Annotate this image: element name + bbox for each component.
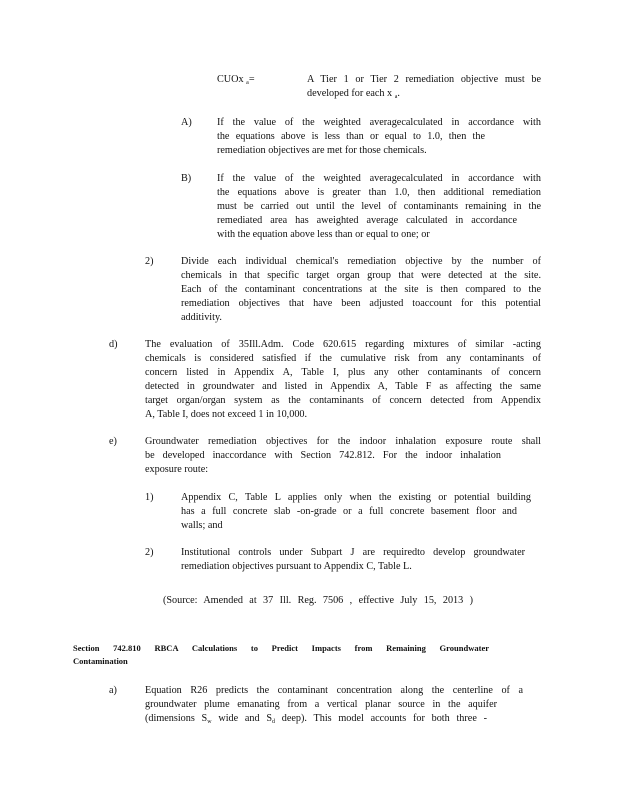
cuox-definition: A Tier 1 or Tier 2 remediation objective must be developed for each x $_a$. xyxy=(307,74,541,100)
section-heading: Section 742.810 RBCA Calculations to Predict Impacts from Remaining Groundwater Contamination xyxy=(73,643,489,666)
item-e2-text: Institutional controls under Subpart J are requiredto develop groundwater remediation objectives pursuant to Appendix C, Table L. xyxy=(181,547,525,572)
item-a2-text: Equation R26 predicts the contaminant concentration along the centerline of a groundwater plume emanating from a vertical planar source in the aquifer (dimensions $S_w$ wide and $S_d$ deep). This model accounts for both three - xyxy=(145,685,523,725)
item-e1-text: Appendix C, Table L applies only when the existing or potential building has a full concrete slab -on-grade or a full concrete basement floor and walls; and xyxy=(181,492,531,531)
item-d-label: d) xyxy=(109,339,118,350)
item-e-text: Groundwater remediation objectives for the indoor inhalation exposure route shall be developed inaccordance with Section 742.812. For the indoor inhalation exposure route: xyxy=(145,436,541,475)
source-note: (Source: Amended at 37 Ill. Reg. 7506 , effective July 15, 2013 ) xyxy=(163,595,473,606)
item-2-label: 2) xyxy=(145,256,154,267)
item-e1-label: 1) xyxy=(145,492,154,503)
item-d-text: The evaluation of 35Ill.Adm. Code 620.615 regarding mixtures of similar -acting chemicals is considered satisfied if the cumulative risk from any contaminants of concern listed in Appendix A, Table I, plus any other contaminants of concern detected in groundwater and listed in Appendix A, Table F as affecting the same target organ/organ system as the contaminants of concern detected from Appendix A, Table I, does not exceed 1 in 10,000. xyxy=(145,339,541,420)
cuox-term: CUOx $_a$= xyxy=(217,74,255,86)
item-a-label: A) xyxy=(181,117,192,128)
item-e2-label: 2) xyxy=(145,547,154,558)
item-e-label: e) xyxy=(109,436,117,447)
item-2-text: Divide each individual chemical's remediation objective by the number of chemicals in that specific target organ group that were detected at the site. Each of the contaminant concentrations at the site is then compared to the remediation objectives that have been adjusted toaccount for this potential additivity. xyxy=(181,256,541,323)
item-a2-label: a) xyxy=(109,685,117,696)
item-b-text: If the value of the weighted averagecalculated in accordance with the equations above is greater than 1.0, then additional remediation must be carried out until the level of contaminants remaining in the remediated area has aweighted average calculated in accordance with the equation above less than or equal to one; or xyxy=(217,173,541,240)
item-a-text: If the value of the weighted averagecalculated in accordance with the equations above is less than or equal to 1.0, then the remediation objectives are met for those chemicals. xyxy=(217,117,541,156)
item-b-label: B) xyxy=(181,173,192,184)
